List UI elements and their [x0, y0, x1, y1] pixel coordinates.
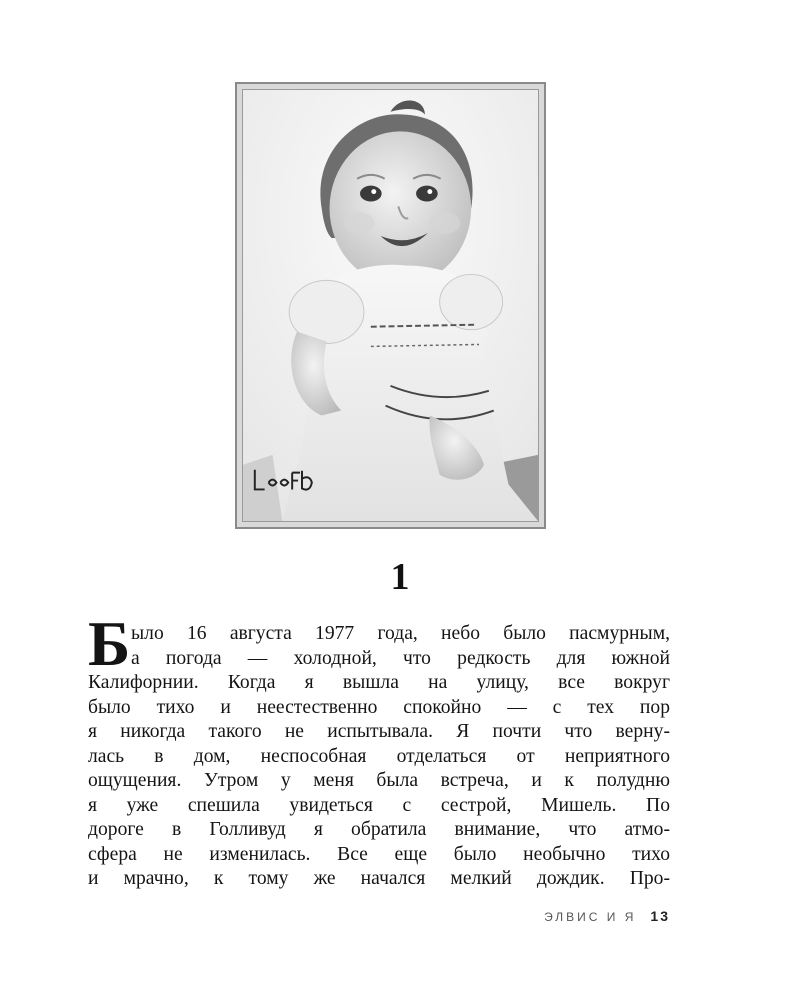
text-line: сфера не изменилась. Все еще было необычно тихо [88, 843, 670, 865]
text-line: я никогда такого не испытывала. Я почти что верну- [88, 721, 670, 742]
toddler-photo-illustration [243, 90, 538, 521]
page-footer [544, 908, 670, 924]
text-line: а погода — холодной, что редкость для южной [131, 647, 670, 669]
text-line: я уже спешила увидеться с сестрой, Мишель. По [88, 794, 670, 816]
text-line: дороге в Голливуд я обратила внимание, что атмо- [88, 819, 670, 840]
photo-frame [235, 82, 546, 529]
text-line: и мрачно, к тому же начался мелкий дождик. Про- [88, 868, 670, 889]
chapter-body-text [88, 622, 670, 892]
text-line: ыло 16 августа 1977 года, небо было пасмурным, [131, 623, 670, 644]
text-line: Калифорнии. Когда я вышла на улицу, все вокруг [88, 672, 670, 693]
toddler-photo [242, 89, 539, 522]
text-line: ощущения. Утром у меня была встреча, и к полудню [88, 770, 670, 791]
page-number: 13 [650, 908, 670, 924]
text-line: лась в дом, неспособная отделаться от неприятного [88, 745, 670, 767]
running-head: ЭЛВИС И Я [544, 910, 637, 924]
text-line: было тихо и неестественно спокойно — с тех пор [88, 696, 670, 718]
chapter-number: 1 [390, 556, 410, 598]
drop-cap: Б [88, 608, 131, 679]
